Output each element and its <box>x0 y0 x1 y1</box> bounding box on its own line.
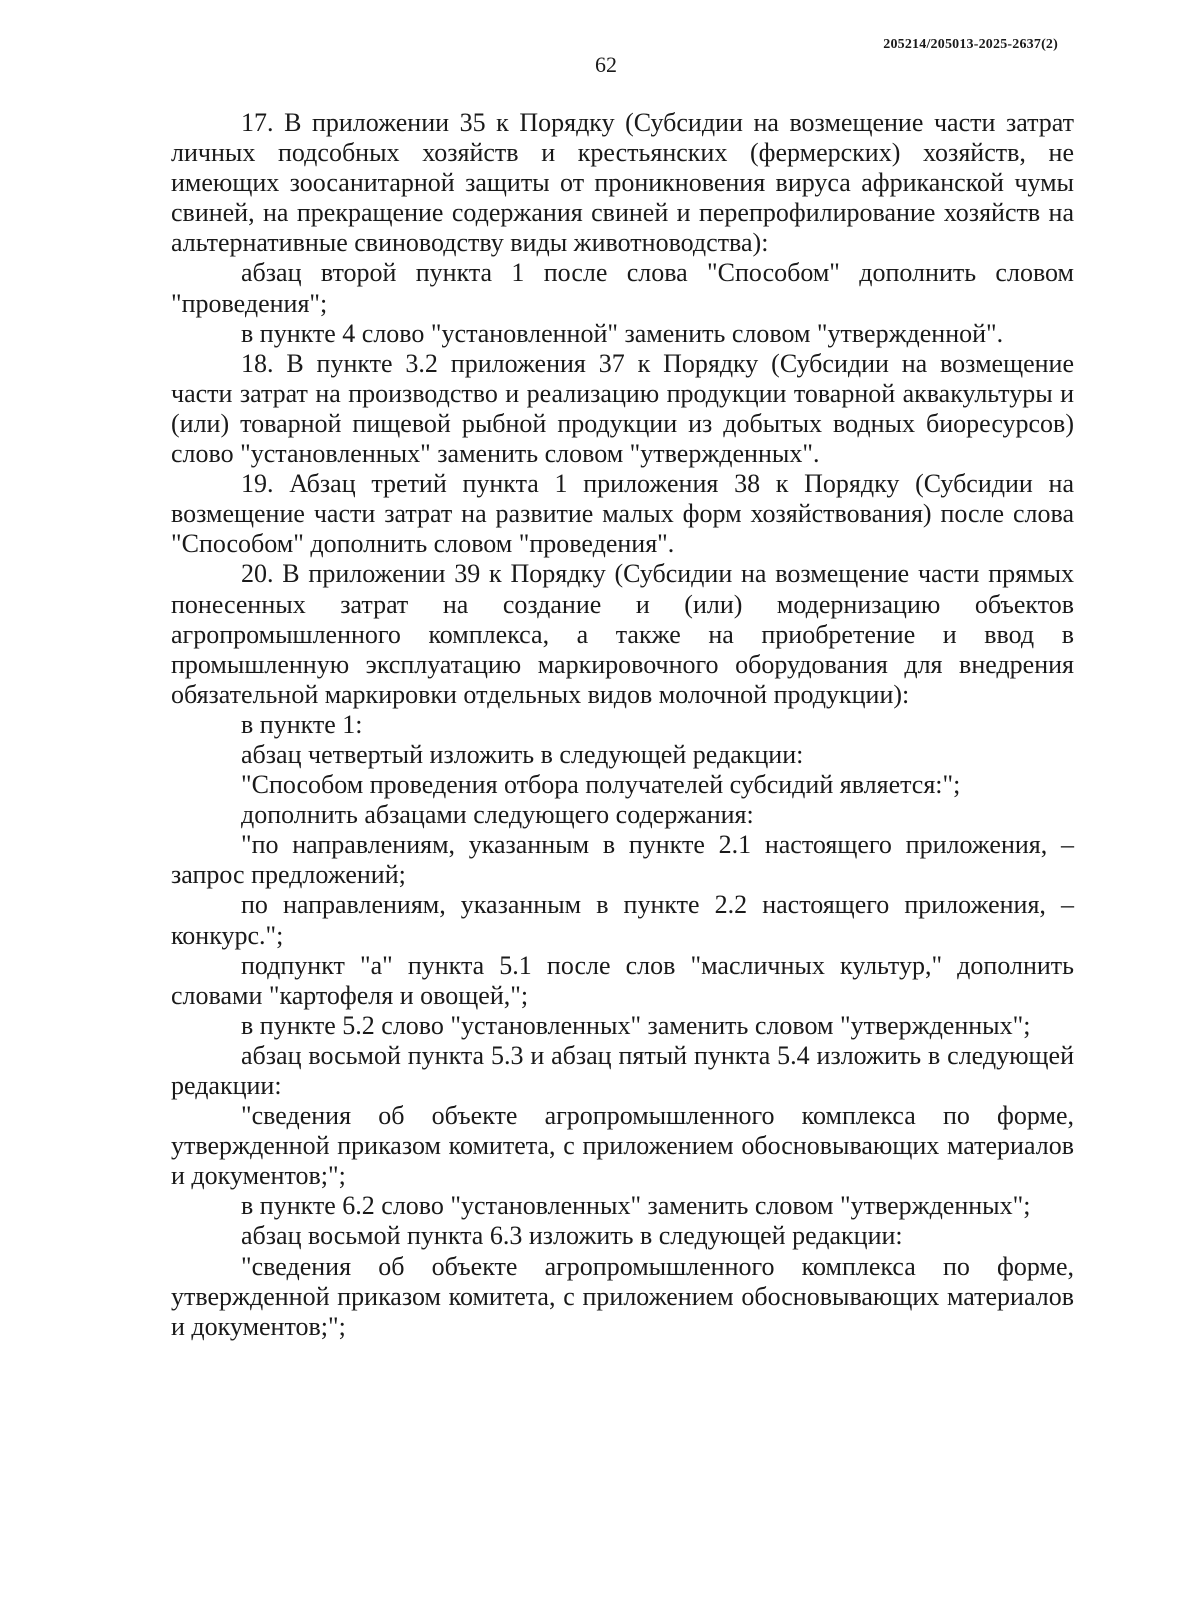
paragraph: абзац восьмой пункта 5.3 и абзац пятый пункта 5.4 изложить в следующей редакции: <box>171 1040 1074 1100</box>
paragraph: по направлениям, указанным в пункте 2.2 настоящего приложения, – конкурс."; <box>171 890 1074 950</box>
paragraph: абзац восьмой пункта 6.3 изложить в следующей редакции: <box>241 1221 903 1251</box>
paragraph: в пункте 1: <box>241 709 363 739</box>
paragraph: 18. В пункте 3.2 приложения 37 к Порядку (Субсидии на возмещение части затрат на производство и реализацию продукции товарной аквакультуры и (или) товарной пищевой рыбной продукции из добытых водных биоресурсов) слово "установленных" заменить словом "утвержденных". <box>171 348 1074 469</box>
paragraph: "сведения об объекте агропромышленного комплекса по форме, утвержденной приказом комитета, с приложением обосновывающих материалов и документов;"; <box>171 1251 1074 1341</box>
paragraph: абзац второй пункта 1 после слова "Способом" дополнить словом "проведения"; <box>171 258 1074 318</box>
paragraph: в пункте 6.2 слово "установленных" заменить словом "утвержденных"; <box>241 1191 1031 1221</box>
paragraph: подпункт "а" пункта 5.1 после слов "масличных культур," дополнить словами "картофеля и овощей,"; <box>171 950 1074 1010</box>
document-id: 205214/205013-2025-2637(2) <box>883 37 1058 52</box>
paragraph: дополнить абзацами следующего содержания: <box>241 800 754 830</box>
paragraph: "по направлениям, указанным в пункте 2.1 настоящего приложения, – запрос предложений; <box>171 830 1074 890</box>
document-body <box>171 108 1074 1342</box>
paragraph: "Способом проведения отбора получателей субсидий является:"; <box>241 770 961 800</box>
paragraph: абзац четвертый изложить в следующей редакции: <box>241 739 804 769</box>
paragraph: в пункте 5.2 слово "установленных" заменить словом "утвержденных"; <box>241 1010 1031 1040</box>
paragraph: 19. Абзац третий пункта 1 приложения 38 к Порядку (Субсидии на возмещение части затрат на развитие малых форм хозяйствования) после слова "Способом" дополнить словом "проведения". <box>171 469 1074 559</box>
paragraph: 20. В приложении 39 к Порядку (Субсидии на возмещение части прямых понесенных затрат на создание и (или) модернизацию объектов агропромышленного комплекса, а также на приобретение и ввод в промышленную эксплуатацию маркировочного оборудования для внедрения обязательной маркировки отдельных видов молочной продукции): <box>171 559 1074 709</box>
paragraph: "сведения об объекте агропромышленного комплекса по форме, утвержденной приказом комитета, с приложением обосновывающих материалов и документов;"; <box>171 1101 1074 1191</box>
paragraph: в пункте 4 слово "установленной" заменить словом "утвержденной". <box>241 318 1004 348</box>
page-number: 62 <box>595 52 617 77</box>
paragraph: 17. В приложении 35 к Порядку (Субсидии на возмещение части затрат личных подсобных хозяйств и крестьянских (фермерских) хозяйств, не имеющих зоосанитарной защиты от проникновения вируса африканской чумы свиней, на прекращение содержания свиней и перепрофилирование хозяйств на альтернативные свиноводству виды животноводства): <box>171 108 1074 258</box>
